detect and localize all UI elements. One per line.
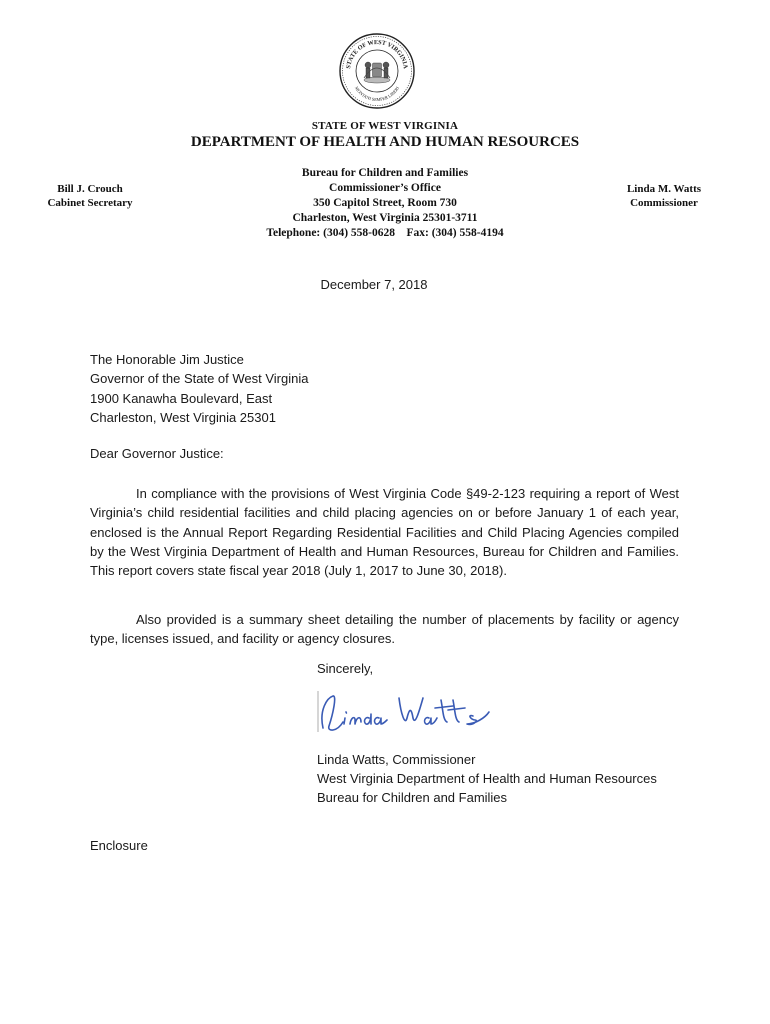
bureau-street: 350 Capitol Street, Room 730: [313, 197, 457, 209]
commissioner-block: [604, 182, 724, 210]
svg-text:MONTANI SEMPER LIBERI: [354, 85, 400, 102]
bureau-name: Bureau for Children and Families: [301, 167, 469, 179]
bureau-phone-fax: Telephone: (304) 558-0628 Fax: (304) 558-4194: [266, 227, 504, 239]
signer-line: Bureau for Children and Families: [317, 790, 508, 805]
commissioner-name: Linda M. Watts: [626, 183, 702, 195]
paragraph-1-text: In compliance with the provisions of West Virginia Code §49-2-123 requiring a report of West Virginia’s child residential facilities and child placing agencies on or before January 1 of each year, enclosed is the Annual Report Regarding Residential Facilities and Child Placing Agencies compiled by the West Virginia Department of Health and Human Resources, Bureau for Children and Families. This report covers state fiscal year 2018 (July 1, 2017 to June 30, 2018).: [90, 486, 679, 579]
enclosure-note: Enclosure: [90, 838, 148, 853]
state-name-heading: STATE OF WEST VIRGINIA: [311, 120, 459, 132]
recipient-line: Charleston, West Virginia 25301: [90, 409, 276, 425]
recipient-address: [90, 350, 308, 427]
bureau-city: Charleston, West Virginia 25301-3711: [292, 212, 478, 224]
recipient-line: The Honorable Jim Justice: [90, 352, 244, 367]
salutation: Dear Governor Justice:: [90, 446, 224, 461]
handwritten-signature: [313, 688, 491, 738]
recipient-line: Governor of the State of West Virginia: [90, 371, 309, 387]
signer-line: West Virginia Department of Health and Human Resources: [317, 771, 657, 786]
signer-line: Linda Watts, Commissioner: [317, 752, 476, 767]
cabinet-secretary-name: Bill J. Crouch: [57, 183, 123, 195]
letter-date: December 7, 2018: [320, 277, 428, 292]
signer-block: [317, 750, 657, 807]
letter-paragraph-2: [90, 610, 679, 649]
recipient-line: 1900 Kanawha Boulevard, East: [90, 390, 273, 406]
paragraph-2-text: Also provided is a summary sheet detailing the number of placements by facility or agency type, licenses issued, and facility or agency closures.: [90, 612, 679, 647]
letter-paragraph-1: [90, 484, 679, 580]
seal-ring-text-top: STATE OF WEST VIRGINIA: [345, 38, 409, 70]
commissioner-title: Commissioner: [630, 197, 698, 209]
bureau-office: Commissioner’s Office: [329, 182, 441, 194]
letter-closing: Sincerely,: [317, 661, 374, 676]
seal-ring-text-bottom: MONTANI SEMPER LIBERI: [353, 85, 401, 103]
department-heading: DEPARTMENT OF HEALTH AND HUMAN RESOURCES: [190, 134, 580, 150]
cabinet-secretary-title: Cabinet Secretary: [47, 197, 133, 209]
west-virginia-state-seal: [338, 32, 416, 110]
